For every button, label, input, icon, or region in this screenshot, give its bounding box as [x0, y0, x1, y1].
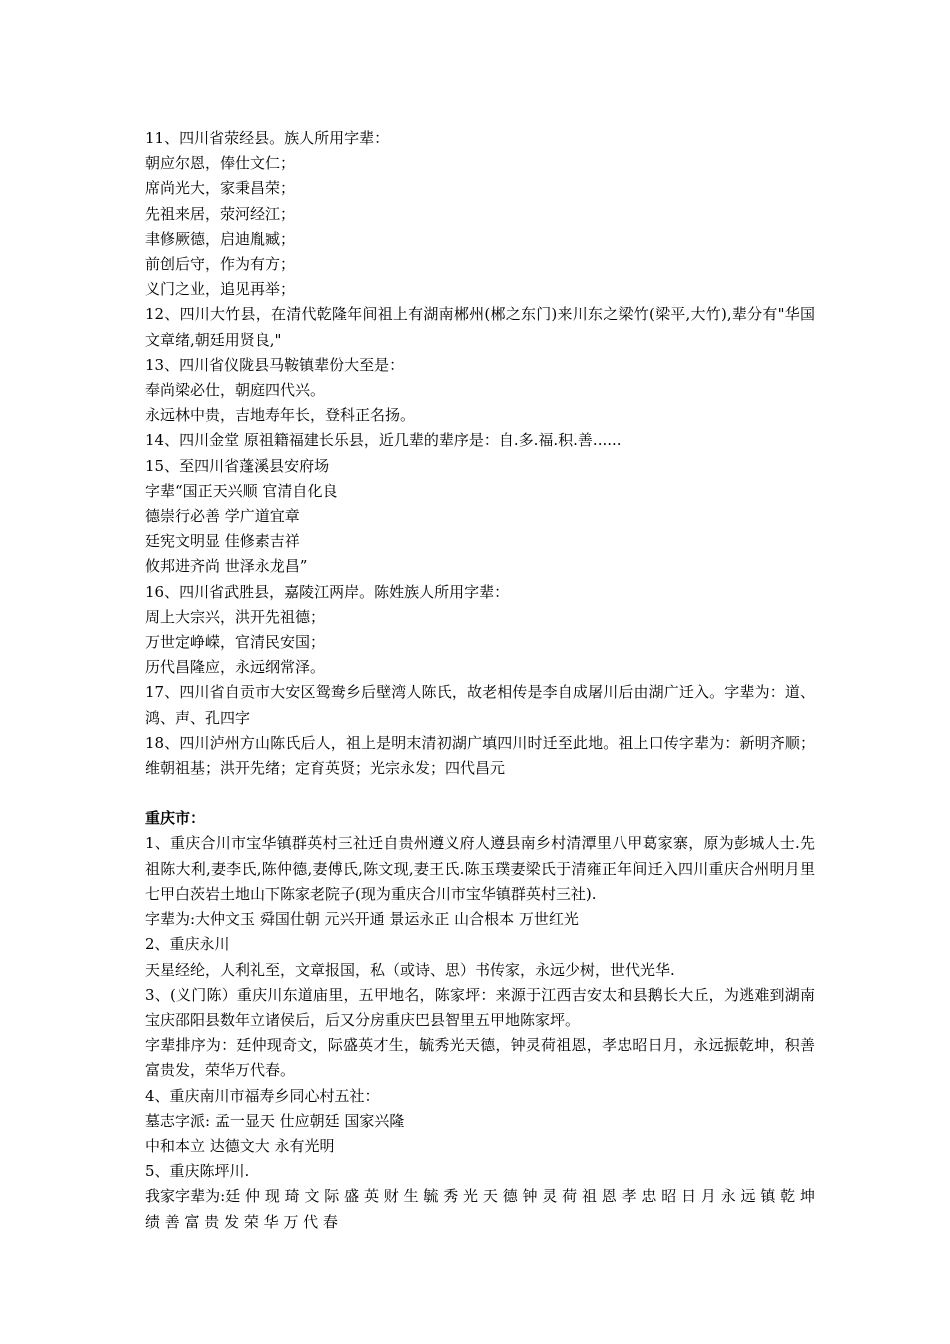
zibei-line: 义门之业，追见再举；	[145, 280, 296, 299]
zibei-line: 中和本立 达德文大 永有光明	[145, 1136, 335, 1155]
zibei-line: 天星经纶，人利礼至，文章报国，私（或诗、思）书传家，永远少树，世代光华.	[145, 960, 675, 979]
item-title: 11、四川省荥经县。族人所用字辈：	[145, 129, 390, 147]
zibei-line: 廷宪文明显 佳修素吉祥	[145, 532, 300, 551]
item-title: 2、重庆永川	[145, 935, 230, 954]
item-text: 1、重庆合川市宝华镇群英村三社迁自贵州遵义府人遵县南乡村清潭里八甲葛家寨，原为彭城人士.先祖陈大利,妻李氏,陈仲德,妻傅氏,陈文现,妻王氏.陈玉璞妻梁氏于清雍正年间迁入四川重庆合州明月里七甲白茨岩土地山下陈家老院子(现为重庆合川市宝华镇群英村三社).	[145, 834, 815, 903]
zibei-line: 万世定峥嵘，官清民安国；	[145, 633, 326, 652]
item-title: 5、重庆陈坪川.	[145, 1162, 250, 1181]
sichuan-item-12: 12、四川大竹县，在清代乾隆年间祖上有湖南郴州(郴之东门)来川东之梁竹(梁平,大竹),辈分有"华国文章绪,朝廷用贤良,"	[145, 305, 815, 349]
item-text: 3、(义门陈）重庆川东道庙里，五甲地名，陈家坪：来源于江西吉安太和县鹅长大丘，为逃难到湖南宝庆邵阳县数年立诸侯后，后又分房重庆巴县智里五甲地陈家坪。	[145, 985, 815, 1029]
zibei-line: 聿修厥德，启迪胤臧；	[145, 229, 296, 248]
zibei-line: 席尚光大，家秉昌荣；	[145, 179, 296, 198]
chongqing-item-1	[145, 831, 815, 932]
sichuan-item-17: 17、四川省自贡市大安区鸳鸯乡后壁湾人陈氏，故老相传是李自成屠川后由湖广迁入。字辈为：道、鸿、声、孔四字	[145, 683, 815, 727]
sichuan-item-18: 18、四川泸州方山陈氏后人，祖上是明末清初湖广填四川时迁至此地。祖上口传字辈为：新明齐顺；维朝祖基；洪开先绪；定育英贤；光宗永发；四代昌元	[145, 733, 815, 778]
zibei-line: 德崇行必善 学广道宜章	[145, 507, 300, 526]
sichuan-item-11	[145, 126, 815, 302]
item-title: 4、重庆南川市福寿乡同心村五社：	[145, 1086, 380, 1105]
zibei-line: 永远林中贵，吉地寿年长，登科正名扬。	[145, 406, 416, 425]
sichuan-item-16	[145, 580, 815, 681]
chongqing-item-2	[145, 932, 815, 982]
section-heading-chongqing: 重庆市：	[145, 809, 206, 828]
item-title: 16、四川省武胜县，嘉陵江两岸。陈姓族人所用字辈：	[145, 582, 510, 601]
document-page	[145, 126, 815, 1235]
chongqing-item-3	[145, 983, 815, 1084]
zibei-line: 字辈排序为：廷仲现奇文，际盛英才生，毓秀光天德，钟灵荷祖恩，孝忠昭日月，永远振乾坤，积善富贵发，荣华万代春。	[145, 1036, 815, 1080]
zibei-line: 攸邦进齐尚 世泽永龙昌”	[145, 557, 308, 576]
zibei-line: 字辈为:大仲文玉 舜国仕朝 元兴开通 景运永正 山合根本 万世红光	[145, 910, 579, 929]
section-spacer	[145, 781, 815, 806]
sichuan-item-15	[145, 454, 815, 580]
item-title: 13、四川省仪陇县马鞍镇辈份大至是：	[145, 355, 405, 374]
zibei-line: 历代昌隆应，永远纲常泽。	[145, 658, 326, 677]
sichuan-item-13	[145, 353, 815, 429]
zibei-line: 奉尚梁必仕，朝庭四代兴。	[145, 381, 326, 400]
item-title: 15、至四川省蓬溪县安府场	[145, 456, 330, 475]
zibei-line: 墓志字派: 孟一显天 仕应朝廷 国家兴隆	[145, 1111, 405, 1130]
zibei-line: 先祖来居，荥河经江；	[145, 204, 296, 223]
zibei-line: 字辈“国正天兴顺 官清自化良	[145, 481, 338, 500]
chongqing-item-5	[145, 1159, 815, 1235]
zibei-line: 前创后守，作为有方；	[145, 255, 296, 274]
chongqing-item-4	[145, 1084, 815, 1160]
zibei-line: 我家字辈为:廷 仲 现 琦 文 际 盛 英 财 生 毓 秀 光 天 德 钟 灵 荷 祖 恩 孝 忠 昭 日 月 永 远 镇 乾 坤 绩 善 富 贵 发 荣 华 万 代 春	[145, 1187, 815, 1231]
zibei-line: 朝应尔恩，俸仕文仁；	[145, 154, 296, 173]
zibei-line: 周上大宗兴，洪开先祖德；	[145, 607, 326, 626]
sichuan-item-14: 14、四川金堂 原祖籍福建长乐县，近几辈的辈序是：自.多.福.积.善......	[145, 431, 622, 450]
